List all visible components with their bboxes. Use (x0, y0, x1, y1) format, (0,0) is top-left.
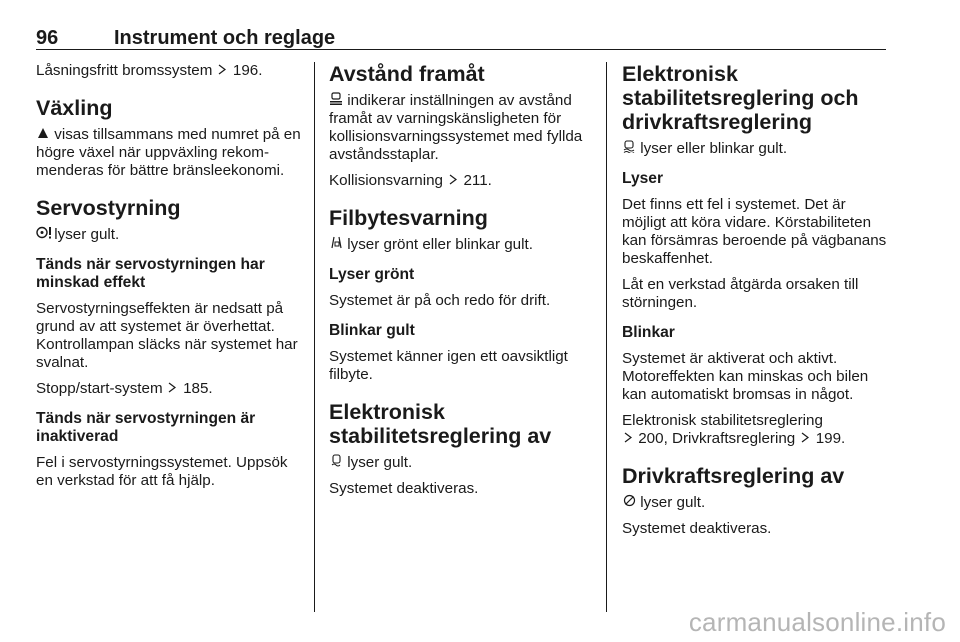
paragraph: Systemet deaktiveras. (622, 520, 772, 537)
page-title: Instrument och reglage (114, 27, 336, 49)
paragraph: lyser gult. (36, 226, 302, 244)
paragraph: Systemet är på och redo för drift. (329, 292, 551, 309)
subheading: Tänds när servostyrningen är inaktiverad (36, 410, 256, 445)
paragraph: Det finns ett fel i systemet. Det är möjligt att köra vidare. Körstabiliteten kan försämras beroende på vägbanans beskaffenhet. (622, 196, 887, 267)
section-heading: Avstånd framåt (329, 62, 485, 86)
paragraph: indikerar inställningen av avstånd framåt av varningskänsligheten för kollisionsvarningssystemet med fyllda avståndsstaplar. (329, 92, 583, 163)
section-heading: Drivkraftsreglering av (622, 464, 845, 488)
ref-arrow-icon (167, 380, 179, 398)
subheading: Lyser grönt (329, 266, 415, 283)
section-heading: Elektronisk stabilitetsreglering av (329, 400, 552, 448)
ref-arrow-icon (799, 430, 811, 448)
paragraph: Servostyrningseffekten är nedsatt på grund av att systemet är överhettat. Kontrollampan släcks när systemet har svalnat. (36, 300, 298, 371)
column-2 (329, 62, 591, 506)
power-steering-warning-icon (36, 226, 50, 244)
subheading: Blinkar gult (329, 322, 415, 339)
paragraph: lyser eller blinkar gult. (622, 140, 890, 158)
page-number: 96 (36, 27, 59, 49)
upshift-arrow-icon (36, 126, 50, 144)
following-distance-icon (329, 92, 343, 110)
section-heading: Växling (36, 96, 113, 120)
paragraph: Låt en verkstad åtgärda orsaken till störningen. (622, 276, 859, 311)
paragraph: Elektronisk stabilitetsreglering 200, Drivkraftsreglering 199. (622, 412, 846, 447)
ref-arrow-icon (622, 430, 634, 448)
ref-arrow-icon (217, 62, 229, 80)
section-heading: Filbytesvarning (329, 206, 488, 230)
section-heading: Servostyrning (36, 196, 181, 220)
paragraph: lyser gult. (329, 454, 591, 472)
watermark: carmanualsonline.info (688, 607, 946, 637)
paragraph: lyser grönt eller blinkar gult. (329, 236, 591, 254)
esc-off-icon (329, 454, 343, 472)
column-divider (314, 62, 315, 612)
paragraph: Systemet känner igen ett oavsiktligt filbyte. (329, 348, 568, 383)
paragraph: Låsningsfritt bromssystem 196. (36, 62, 263, 79)
traction-control-off-icon (622, 494, 636, 512)
paragraph: Stopp/start-system 185. (36, 380, 213, 397)
paragraph: lyser gult. (622, 494, 890, 512)
column-divider (606, 62, 607, 612)
paragraph: visas tillsammans med numret på en högre växel när uppväxling rekommenderas för bättre bränsleekonomi. (36, 126, 301, 179)
column-3 (622, 62, 890, 546)
section-heading: Elektronisk stabilitetsreglering och drivkraftsreglering (622, 62, 859, 134)
ref-arrow-icon (447, 172, 459, 190)
paragraph: Systemet är aktiverat och aktivt. Motoreffekten kan minskas och bilen kan automatiskt bromsas in något. (622, 350, 869, 403)
page-header (36, 27, 886, 50)
subheading: Blinkar (622, 324, 675, 341)
lane-departure-icon (329, 236, 343, 254)
subheading: Tänds när servostyrningen har minskad effekt (36, 256, 265, 291)
subheading: Lyser (622, 170, 664, 187)
esc-icon (622, 140, 636, 158)
paragraph: Fel i servostyrningssystemet. Uppsök en verkstad för att få hjälp. (36, 454, 288, 489)
paragraph: Systemet deaktiveras. (329, 480, 479, 497)
column-1 (36, 62, 302, 498)
paragraph: Kollisionsvarning 211. (329, 172, 492, 189)
